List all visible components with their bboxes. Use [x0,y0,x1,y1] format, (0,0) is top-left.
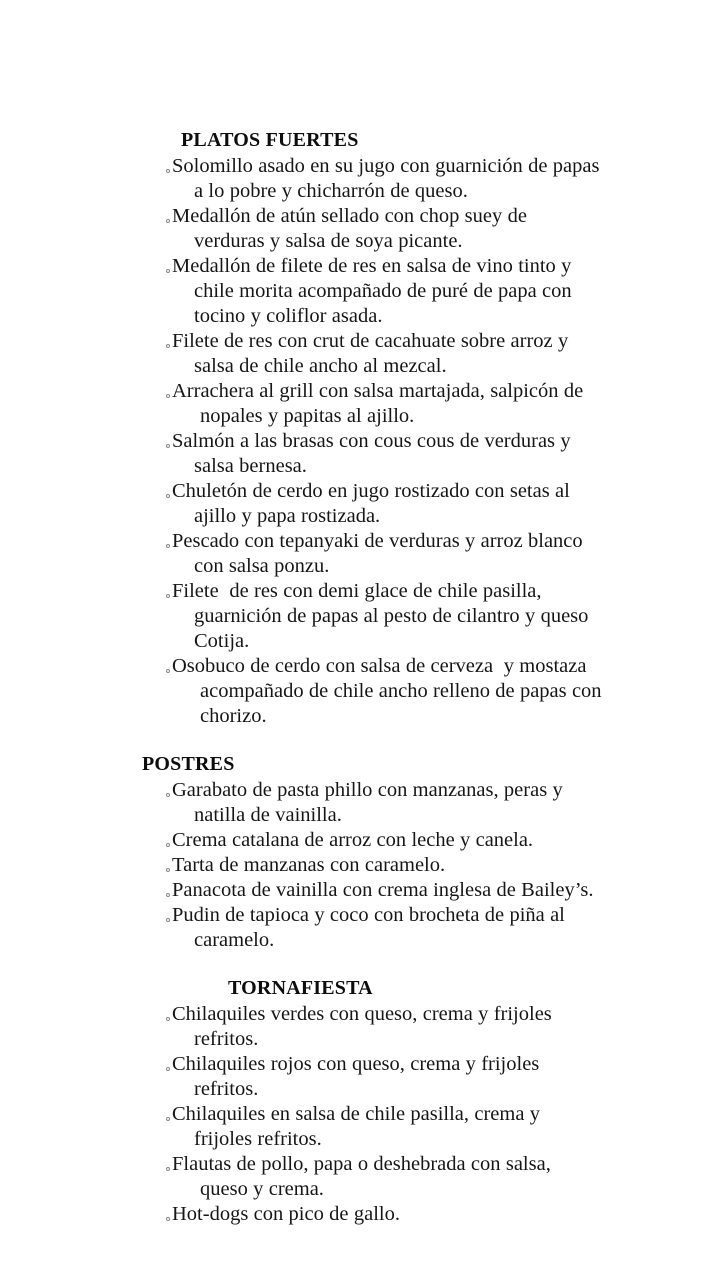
menu-item-text: Flautas de pollo, papa o deshebrada con salsa, [172,1153,551,1175]
menu-item [0,204,720,254]
menu-item-continuation: salsa bernesa. [194,455,307,477]
menu-item [0,1102,720,1152]
menu-item-text: Filete de res con crut de cacahuate sobre arroz y [172,330,569,352]
bullet-circle-icon [166,1117,170,1121]
bullet-circle-icon [166,444,170,448]
menu-item-text: Medallón de filete de res en salsa de vino tinto y [172,255,572,277]
bullet-circle-icon [166,1167,170,1171]
menu-item-text: Pudin de tapioca y coco con brocheta de piña al [172,904,565,926]
menu-item [0,1052,720,1102]
menu-item [0,1202,720,1227]
menu-item [0,1002,720,1052]
section-heading-tornafiesta: TORNAFIESTA [228,977,373,999]
menu-item-text: Osobuco de cerdo con salsa de cerveza y mostaza [172,655,587,677]
menu-item-text: Garabato de pasta phillo con manzanas, peras y [172,779,563,801]
bullet-circle-icon [166,868,170,872]
bullet-circle-icon [166,269,170,273]
menu-item-continuation: nopales y papitas al ajillo. [200,405,415,427]
menu-item-continuation: refritos. [194,1028,259,1050]
menu-item [0,878,720,903]
menu-item [0,1152,720,1202]
bullet-circle-icon [166,1017,170,1021]
menu-item-continuation: caramelo. [194,929,275,951]
bullet-circle-icon [166,394,170,398]
menu-item [0,778,720,828]
bullet-circle-icon [166,494,170,498]
bullet-circle-icon [166,169,170,173]
menu-item [0,154,720,204]
bullet-circle-icon [166,793,170,797]
menu-item-text: Pescado con tepanyaki de verduras y arroz blanco [172,530,583,552]
section-heading-platos-fuertes: PLATOS FUERTES [181,129,359,151]
menu-item-continuation: frijoles refritos. [194,1128,322,1150]
menu-item-text: Crema catalana de arroz con leche y canela. [172,829,534,851]
menu-item-continuation: chile morita acompañado de puré de papa con [194,280,572,302]
menu-item-text: Hot-dogs con pico de gallo. [172,1203,400,1225]
menu-item [0,529,720,579]
dish-list-tornafiesta [0,1002,720,1227]
menu-item [0,479,720,529]
menu-item [0,329,720,379]
menu-item-text: Filete de res con demi glace de chile pasilla, [172,580,542,602]
bullet-circle-icon [166,344,170,348]
menu-item-continuation: refritos. [194,1078,259,1100]
menu-item-continuation: verduras y salsa de soya picante. [194,230,463,252]
menu-item [0,254,720,329]
section-heading-postres: POSTRES [142,753,235,775]
menu-item [0,828,720,853]
dish-list-postres [0,778,720,953]
section-platos-fuertes [0,128,720,729]
menu-item-continuation: salsa de chile ancho al mezcal. [194,355,447,377]
bullet-circle-icon [166,843,170,847]
menu-item-continuation: guarnición de papas al pesto de cilantro y queso [194,605,589,627]
menu-item-text: Medallón de atún sellado con chop suey de [172,205,527,227]
menu-item-continuation: natilla de vainilla. [194,804,342,826]
menu-item-continuation: chorizo. [200,705,267,727]
section-tornafiesta [0,976,720,1227]
menu-item-continuation: a lo pobre y chicharrón de queso. [194,180,468,202]
menu-item-continuation: tocino y coliflor asada. [194,305,383,327]
menu-item-continuation: ajillo y papa rostizada. [194,505,381,527]
menu-item-text: Solomillo asado en su jugo con guarnición de papas [172,155,600,177]
menu-item [0,379,720,429]
bullet-circle-icon [166,594,170,598]
menu-item-text: Panacota de vainilla con crema inglesa de Bailey’s. [172,879,594,901]
menu-item [0,429,720,479]
menu-item-continuation: acompañado de chile ancho relleno de papas con [200,680,602,702]
menu-item-text: Chilaquiles rojos con queso, crema y frijoles [172,1053,540,1075]
bullet-circle-icon [166,918,170,922]
menu-item [0,654,720,729]
menu-item [0,903,720,953]
menu-item-continuation: queso y crema. [200,1178,324,1200]
bullet-circle-icon [166,219,170,223]
bullet-circle-icon [166,544,170,548]
bullet-circle-icon [166,1067,170,1071]
menu-item-text: Arrachera al grill con salsa martajada, salpicón de [172,380,584,402]
bullet-circle-icon [166,669,170,673]
menu-item-continuation: Cotija. [194,630,250,652]
menu-item [0,579,720,654]
section-postres [0,752,720,953]
menu-item-text: Salmón a las brasas con cous cous de verduras y [172,430,571,452]
menu-item-text: Chilaquiles verdes con queso, crema y frijoles [172,1003,552,1025]
bullet-circle-icon [166,893,170,897]
menu-item-text: Tarta de manzanas con caramelo. [172,854,446,876]
bullet-circle-icon [166,1217,170,1221]
menu-item-text: Chuletón de cerdo en jugo rostizado con setas al [172,480,570,502]
menu-item-continuation: con salsa ponzu. [194,555,330,577]
menu-item-text: Chilaquiles en salsa de chile pasilla, crema y [172,1103,540,1125]
menu-item [0,853,720,878]
dish-list-platos-fuertes [0,154,720,729]
